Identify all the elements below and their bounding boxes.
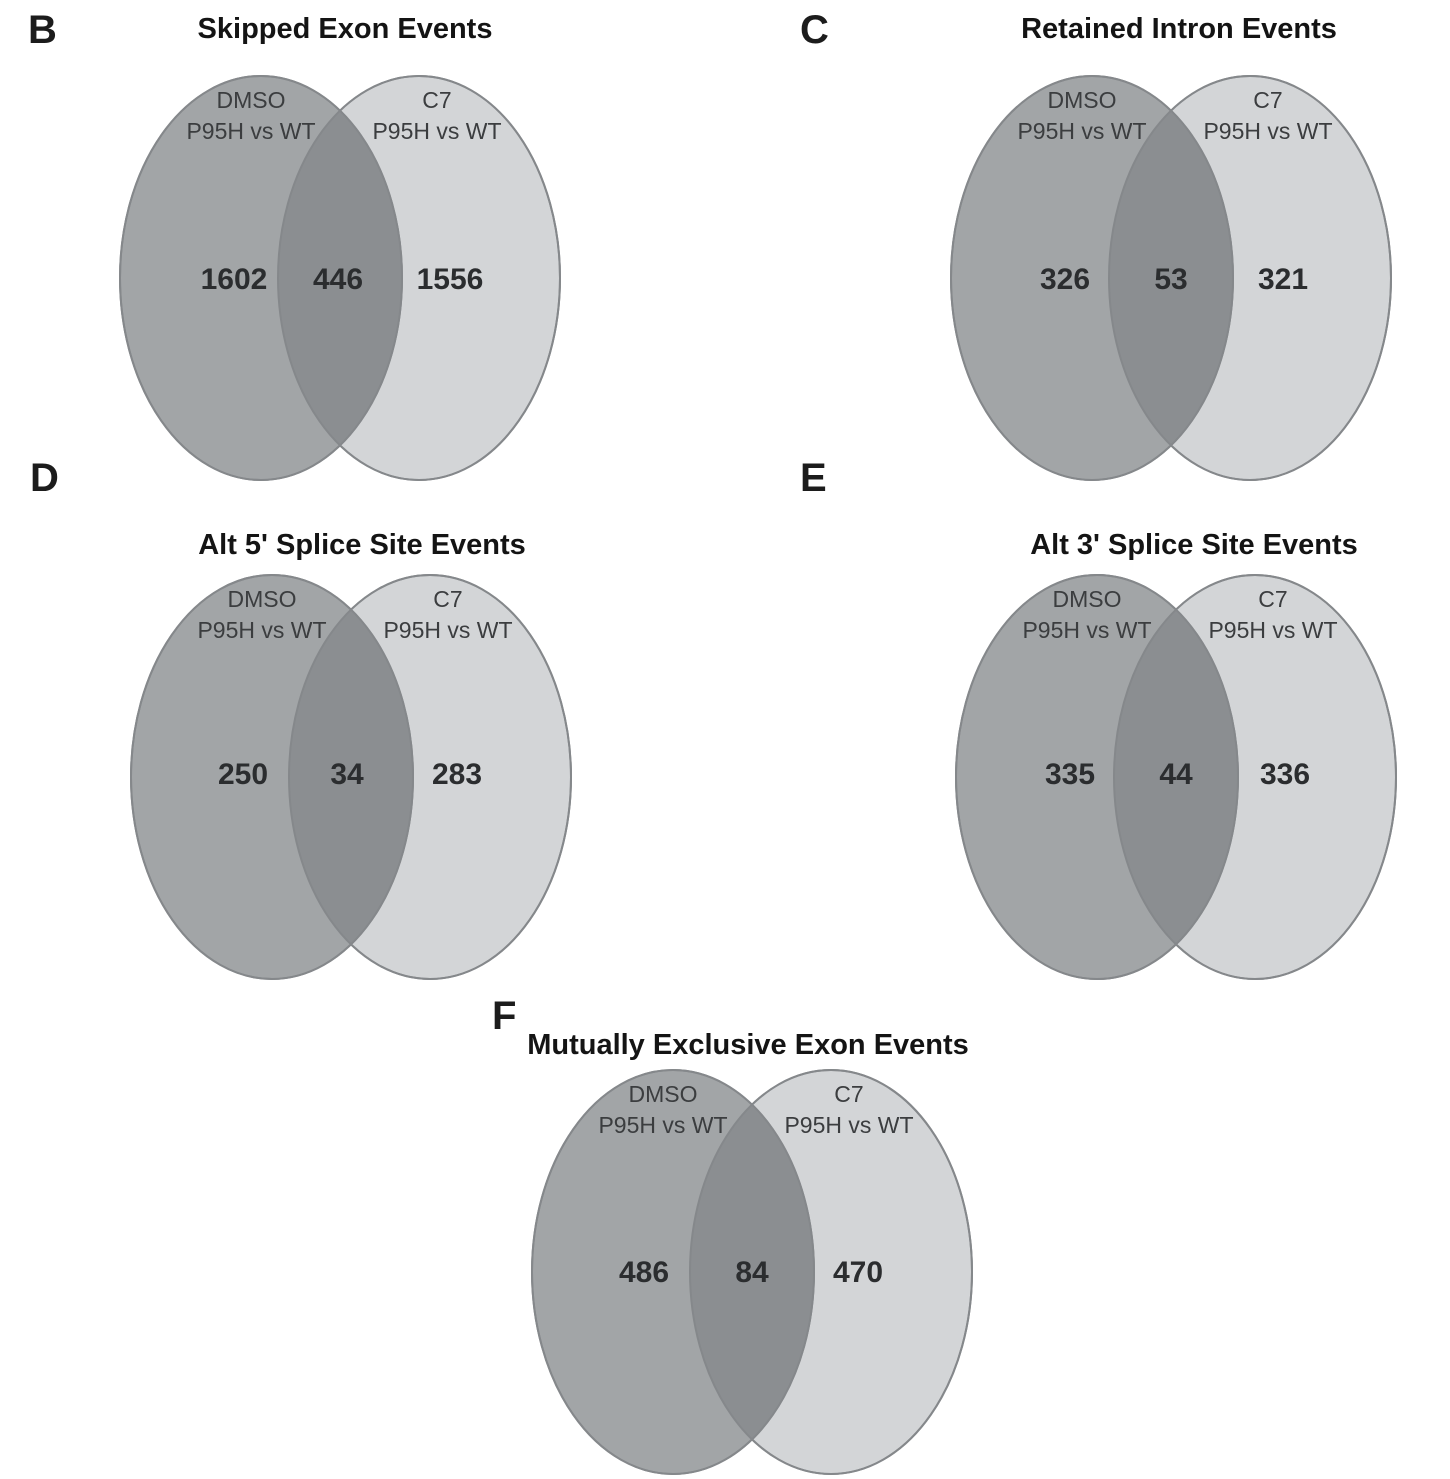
overlap-count: 84 <box>735 1256 769 1289</box>
right-set-label-line2: P95H vs WT <box>383 617 513 643</box>
right-set-label-line1: C7 <box>433 586 463 612</box>
left-count: 326 <box>1039 263 1091 296</box>
panel-letter-e: E <box>800 456 827 500</box>
panel-title-skipped-exon: Skipped Exon Events <box>197 13 493 45</box>
panel-letter-b: B <box>28 8 57 52</box>
left-set-label <box>598 1079 727 1141</box>
right-count: 283 <box>431 758 483 791</box>
right-set-label <box>383 584 512 646</box>
overlap-count: 34 <box>330 758 364 791</box>
right-set-label-line1: C7 <box>1253 87 1283 113</box>
left-set-label-line2: P95H vs WT <box>197 617 327 643</box>
panel-letter-f: F <box>492 994 517 1038</box>
overlap-count: 53 <box>1154 263 1188 296</box>
panel-title-alt5-splice: Alt 5' Splice Site Events <box>198 529 526 561</box>
panel-title-alt3-splice: Alt 3' Splice Site Events <box>1030 529 1358 561</box>
left-set-label <box>197 584 326 646</box>
right-set-label-line1: C7 <box>1258 586 1288 612</box>
left-count: 486 <box>618 1256 670 1289</box>
overlap-count: 44 <box>1159 758 1193 791</box>
left-set-label-line2: P95H vs WT <box>598 1112 728 1138</box>
left-set-label-line1: DMSO <box>1052 586 1122 612</box>
right-set-label-line2: P95H vs WT <box>784 1112 914 1138</box>
left-set-label-line1: DMSO <box>628 1081 698 1107</box>
overlap-count: 446 <box>312 263 364 296</box>
left-set-label <box>186 85 315 147</box>
right-set-label-line2: P95H vs WT <box>1203 118 1333 144</box>
left-set-label-line1: DMSO <box>227 586 297 612</box>
right-set-label-line2: P95H vs WT <box>1208 617 1338 643</box>
right-count: 470 <box>832 1256 884 1289</box>
right-count: 321 <box>1257 263 1309 296</box>
panel-letter-c: C <box>800 8 829 52</box>
left-set-label <box>1017 85 1146 147</box>
left-set-label-line2: P95H vs WT <box>1022 617 1152 643</box>
left-count: 250 <box>217 758 269 791</box>
left-set-label <box>1022 584 1151 646</box>
left-set-label-line2: P95H vs WT <box>186 118 316 144</box>
panel-letter-d: D <box>30 456 59 500</box>
left-set-label-line1: DMSO <box>216 87 286 113</box>
right-set-label <box>372 85 501 147</box>
right-set-label-line2: P95H vs WT <box>372 118 502 144</box>
right-count: 1556 <box>416 263 484 296</box>
left-count: 335 <box>1044 758 1096 791</box>
left-set-label-line2: P95H vs WT <box>1017 118 1147 144</box>
right-set-label-line1: C7 <box>834 1081 864 1107</box>
panel-title-mutually-exclusive-exon: Mutually Exclusive Exon Events <box>527 1029 969 1061</box>
right-set-label <box>784 1079 913 1141</box>
left-set-label-line1: DMSO <box>1047 87 1117 113</box>
right-set-label <box>1203 85 1332 147</box>
right-set-label-line1: C7 <box>422 87 452 113</box>
left-count: 1602 <box>200 263 268 296</box>
right-set-label <box>1208 584 1337 646</box>
panel-title-retained-intron: Retained Intron Events <box>1021 13 1337 45</box>
right-count: 336 <box>1259 758 1311 791</box>
